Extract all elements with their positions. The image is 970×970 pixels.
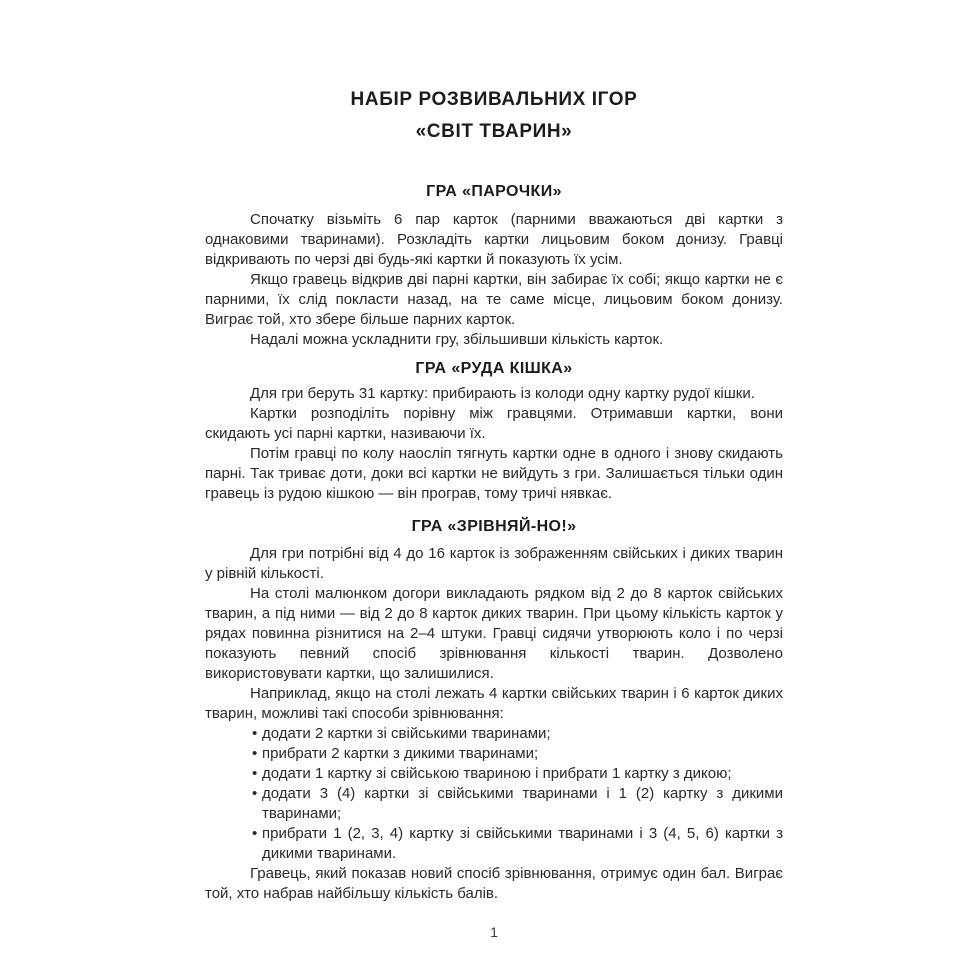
- paragraph: Для гри потрібні від 4 до 16 карток із зображенням свійських і диких тварин у рівній кількості.: [205, 545, 783, 582]
- section-heading-ruda-kishka: ГРА «РУДА КІШКА»: [415, 360, 573, 377]
- paragraph: Наприклад, якщо на столі лежать 4 картки свійських тварин і 6 карток диких тварин, можливі такі способи зрівнювання:: [205, 685, 783, 722]
- page-number: 1: [490, 924, 498, 940]
- document-title-line-2: «СВІТ ТВАРИН»: [415, 121, 573, 142]
- bullet-icon: •: [252, 725, 258, 742]
- list-item-text: додати 1 картку зі свійською твариною і прибрати 1 картку з дикою;: [262, 765, 732, 782]
- bullet-icon: •: [252, 785, 258, 802]
- paragraph: Для гри беруть 31 картку: прибирають із колоди одну картку рудої кішки.: [250, 385, 755, 402]
- section-game-parochky: [205, 182, 783, 350]
- paragraph: Картки розподіліть порівну між гравцями. Отримавши картки, вони скидають усі парні картки, називаючи їх.: [205, 405, 783, 442]
- paragraph: Якщо гравець відкрив дві парні картки, він забирає їх собі; якщо картки не є парними, їх слід покласти назад, на те саме місце, лицьовим боком донизу. Виграє той, хто збере більше парних карток.: [205, 271, 783, 328]
- bullet-icon: •: [252, 825, 258, 842]
- bullet-icon: •: [252, 765, 258, 782]
- section-heading-parochky: ГРА «ПАРОЧКИ»: [426, 183, 562, 200]
- list-item-text: прибрати 2 картки з дикими тваринами;: [262, 745, 539, 762]
- list-item-text: додати 2 картки зі свійськими тваринами;: [262, 725, 551, 742]
- paragraph: Спочатку візьміть 6 пар карток (парними вважаються дві картки з однаковими тваринами). Розкладіть картки лицьовим боком донизу. Гравці відкривають по черзі дві будь-які картки й показують їх усім.: [205, 211, 783, 268]
- section-game-ruda-kishka: [205, 359, 783, 504]
- list-item: [205, 724, 783, 744]
- closing-paragraph: Гравець, який показав новий спосіб зрівнювання, отримує один бал. Виграє той, хто набрав найбільшу кількість балів.: [205, 865, 783, 902]
- list-item: [205, 824, 783, 864]
- list-item: [205, 744, 783, 764]
- document-title-line-1: НАБІР РОЗВИВАЛЬНИХ ІГОР: [350, 89, 638, 110]
- list-item-text: додати 3 (4) картки зі свійськими тваринами і 1 (2) картку з дикими тваринами;: [262, 785, 783, 822]
- list-item: [205, 764, 783, 784]
- section-game-zrivnyai-no: [205, 517, 783, 904]
- paragraph: На столі малюнком догори викладають рядком від 2 до 8 карток свійських тварин, а під ними — від 2 до 8 карток диких тварин. При цьому кількість карток у рядах повинна різнитися на 2–4 штуки. Гравці сидячи утворюють коло і по черзі показують певний спосіб зрівнювання кількості тварин. Дозволено використовувати картки, що залишилися.: [205, 585, 783, 682]
- equalizing-options-list: [205, 724, 783, 864]
- bullet-icon: •: [252, 745, 258, 762]
- section-heading-zrivnyai-no: ГРА «ЗРІВНЯЙ-НО!»: [411, 518, 577, 535]
- list-item-text: прибрати 1 (2, 3, 4) картку зі свійськими тваринами і 3 (4, 5, 6) картки з дикими тваринами.: [262, 825, 783, 862]
- list-item: [205, 784, 783, 824]
- paragraph: Потім гравці по колу наосліп тягнуть картки одне в одного і знову скидають парні. Так триває доти, доки всі картки не вийдуть з гри. Залишається тільки один гравець із рудою кішкою — він програв, тому тричі нявкає.: [205, 445, 783, 502]
- paragraph: Надалі можна ускладнити гру, збільшивши кількість карток.: [250, 331, 664, 348]
- document-title: [205, 84, 783, 148]
